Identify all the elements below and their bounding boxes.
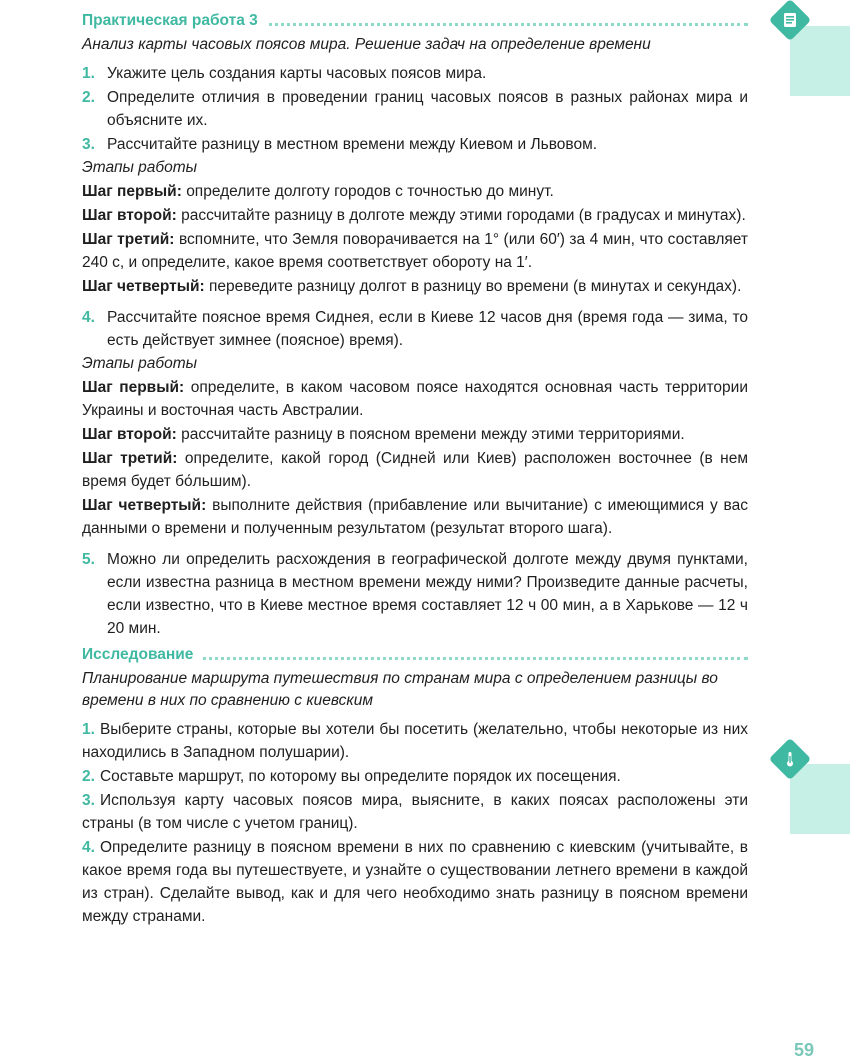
step <box>82 228 748 274</box>
task-number: 4. <box>82 839 95 856</box>
step-label: Шаг первый: <box>82 379 185 396</box>
step-text: выполните действия (прибавление или вычитание) с имеющимися у вас данными о времени и полученным результатом (результат второго шага). <box>82 497 748 537</box>
task-item <box>82 62 748 85</box>
step <box>82 275 748 298</box>
task-item <box>82 789 748 835</box>
side-block-bottom <box>790 764 850 834</box>
step-text: определите долготу городов с точностью до минут. <box>186 183 554 200</box>
task-item <box>82 133 748 156</box>
task-text: Определите отличия в проведении границ часовых поясов в разных районах мира и объясните их. <box>107 89 748 129</box>
step-text: рассчитайте разницу в долготе между этими городами (в градусах и минутах). <box>181 207 746 224</box>
task-item <box>82 718 748 764</box>
step-label: Шаг четвертый: <box>82 497 207 514</box>
task-item <box>82 86 748 132</box>
step-text: определите, какой город (Сидней или Киев) расположен восточнее (в нем время будет бо́льшим). <box>82 450 749 490</box>
step <box>82 423 748 446</box>
section-subtitle: Анализ карты часовых поясов мира. Решение задач на определение времени <box>82 36 651 53</box>
task-text: Составьте маршрут, по которому вы определите порядок их посещения. <box>99 768 621 785</box>
step <box>82 180 748 203</box>
task-text: Укажите цель создания карты часовых поясов мира. <box>107 65 487 82</box>
task-item <box>82 548 748 640</box>
task-text: Можно ли определить расхождения в географической долготе между двумя пунктами, если известна разница в местном времени между ними? Произведите данные расчеты, если известно, что в Киеве местное время составляет 12 ч 00 мин, а в Харькове — 12 ч 20 мин. <box>107 551 748 637</box>
step-label: Шаг второй: <box>82 426 177 443</box>
task-text: Рассчитайте разницу в местном времени между Киевом и Львовом. <box>107 136 598 153</box>
task-number: 5. <box>82 551 95 568</box>
step-text: переведите разницу долгот в разницу во времени (в минутах и секундах). <box>209 278 742 295</box>
stages-label: Этапы работы <box>82 355 198 372</box>
task-item <box>82 306 748 352</box>
step <box>82 447 748 493</box>
task-item <box>82 765 748 788</box>
step-label: Шаг четвертый: <box>82 278 205 295</box>
page-content <box>82 10 748 929</box>
step-label: Шаг второй: <box>82 207 177 224</box>
task-number: 4. <box>82 309 95 326</box>
task-text: Рассчитайте поясное время Сиднея, если в Киеве 12 часов дня (время года — зима, то есть действует зимнее (поясное) время). <box>107 309 748 349</box>
section-title: Практическая работа 3 <box>82 12 268 30</box>
task-number: 2. <box>82 768 95 785</box>
step-text: определите, в каком часовом поясе находятся основная часть территории Украины и восточная часть Австралии. <box>82 379 748 419</box>
task-number: 3. <box>82 136 95 153</box>
step-text: вспомните, что Земля поворачивается на 1° (или 60′) за 4 мин, что составляет 240 с, и определите, какое время соответствует обороту на 1′. <box>82 231 749 271</box>
step-text: рассчитайте разницу в поясном времени между этими территориями. <box>181 426 685 443</box>
step <box>82 204 748 227</box>
task-number: 2. <box>82 89 95 106</box>
task-item <box>82 836 748 928</box>
task-text: Выберите страны, которые вы хотели бы посетить (желательно, чтобы некоторые из них находились в Западном полушарии). <box>82 721 748 761</box>
page-number: 59 <box>794 1040 815 1060</box>
task-text: Определите разницу в поясном времени в них по сравнению с киевским (учитывайте, в какое время года вы путешествуете, и узнайте о существовании летнего времени в каждой из стран). Сделайте вывод, как и для чего необходимо знать разницу в поясном времени между странами. <box>82 839 748 925</box>
step-label: Шаг третий: <box>82 231 175 248</box>
section-heading <box>82 644 748 668</box>
stages-label: Этапы работы <box>82 159 198 176</box>
section-title: Исследование <box>82 646 203 664</box>
step-label: Шаг третий: <box>82 450 178 467</box>
task-number: 1. <box>82 65 95 82</box>
section-subtitle: Планирование маршрута путешествия по странам мира с определением разницы во времени в них по сравнению с киевским <box>82 670 718 709</box>
step-label: Шаг первый: <box>82 183 182 200</box>
step <box>82 376 748 422</box>
task-text: Используя карту часовых поясов мира, выясните, в каких поясах расположены эти страны (в том числе с учетом границ). <box>82 792 748 832</box>
side-block-top <box>790 26 850 96</box>
section-heading <box>82 10 748 34</box>
task-number: 3. <box>82 792 95 809</box>
step <box>82 494 748 540</box>
task-number: 1. <box>82 721 95 738</box>
